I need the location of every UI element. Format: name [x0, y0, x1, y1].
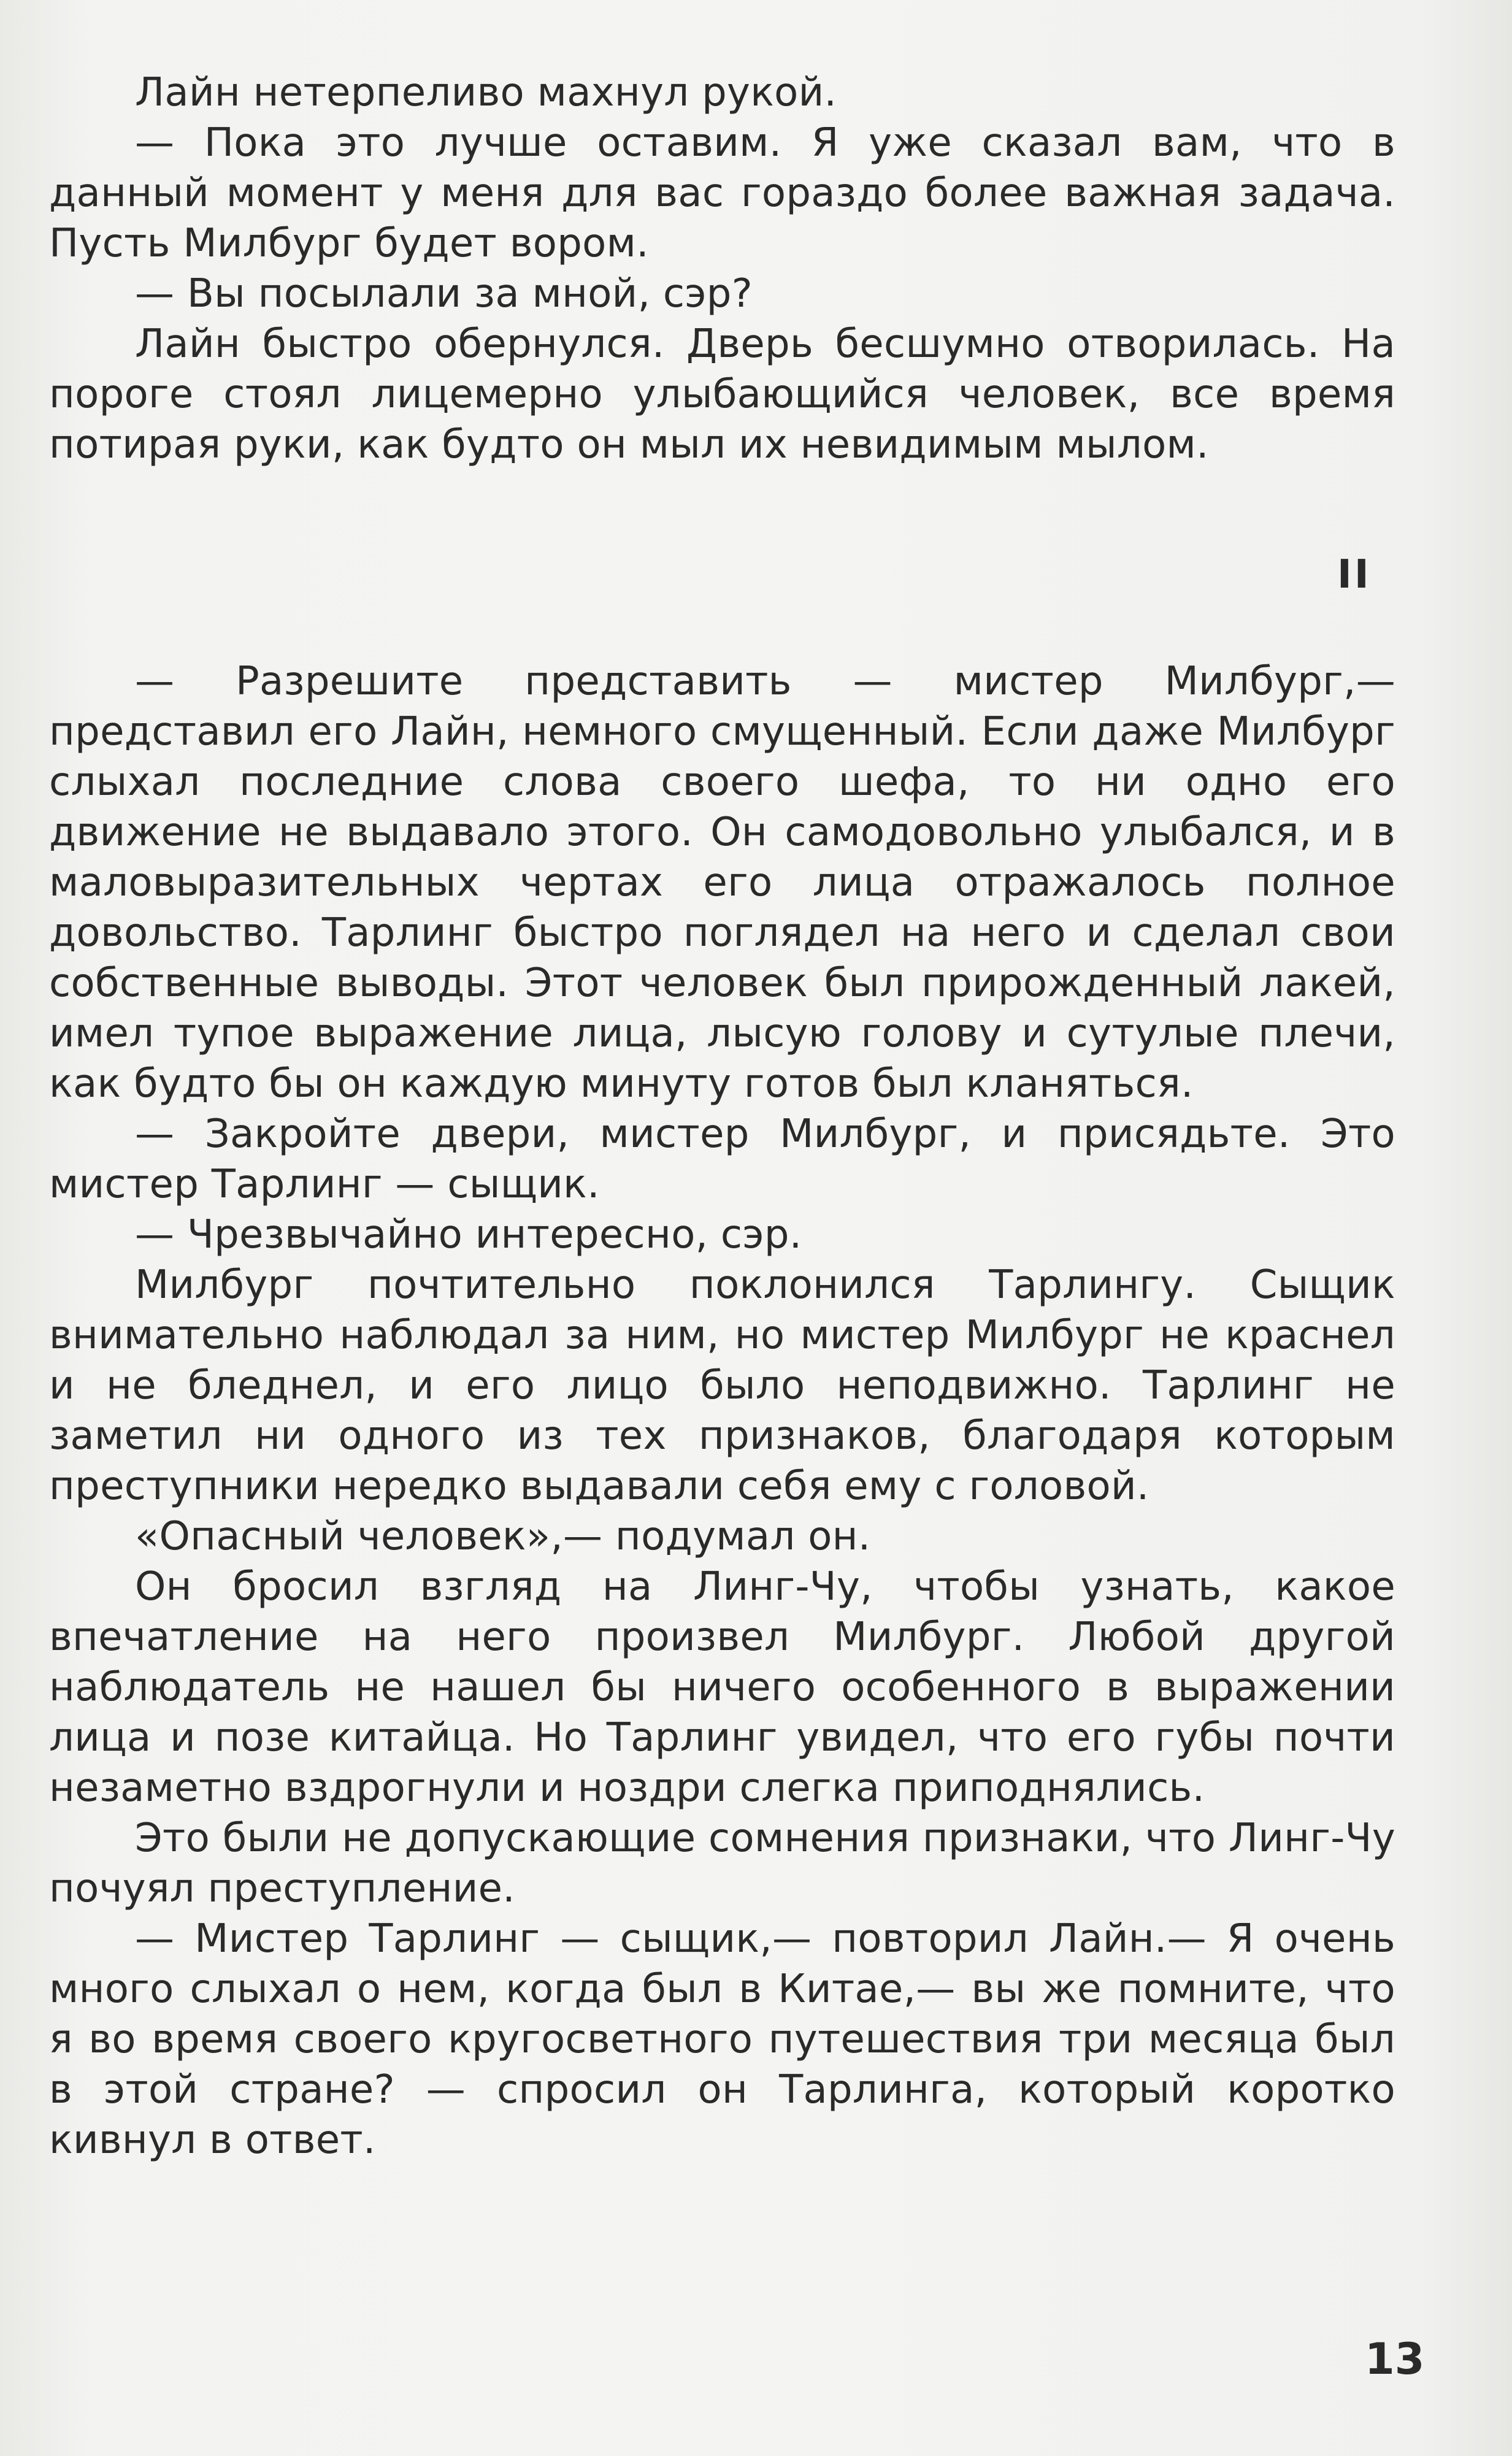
paragraph: — Пока это лучше оставим. Я уже сказал вам, что в данный момент у меня для вас гораздо более важная задача. Пусть Милбург будет вором. — [49, 120, 1395, 266]
paragraph: Лайн нетерпеливо махнул рукой. — [135, 70, 837, 115]
paragraph: — Разрешите представить — мистер Милбург,— представил его Лайн, немного смущенный. Если даже Милбург слыхал последние слова своего шефа, то ни одно его движение не выдавало этого. Он самодовольно улыбался, и в маловыразительных чертах его лица отражалось полное довольство. Тарлинг быстро поглядел на него и сделал свои собственные выводы. Этот человек был прирожденный лакей, имел тупое выражение лица, лысую голову и сутулые плечи, как будто бы он каждую минуту готов был кланяться. — [49, 659, 1395, 1107]
paragraph: Он бросил взгляд на Линг-Чу, чтобы узнать, какое впечатление на него произвел Милбург. Любой другой наблюдатель не нашел бы ничего особенного в выражении лица и позе китайца. Но Тарлинг увидел, что его губы почти незаметно вздрогнули и ноздри слегка приподнялись. — [49, 1564, 1395, 1811]
paragraph: — Вы посылали за мной, сэр? — [135, 271, 753, 317]
paragraph: — Чрезвычайно интересно, сэр. — [135, 1212, 802, 1257]
section-number: II — [1337, 552, 1372, 597]
text-block-top — [49, 67, 1395, 470]
text-block-main — [49, 656, 1395, 2165]
paragraph: Лайн быстро обернулся. Дверь бесшумно отворилась. На пороге стоял лицемерно улыбающийся человек, все время потирая руки, как будто он мыл их невидимым мылом. — [49, 321, 1395, 467]
paragraph: Милбург почтительно поклонился Тарлингу. Сыщик внимательно наблюдал за ним, но мистер Милбург не краснел и не бледнел, и его лицо было неподвижно. Тарлинг не заметил ни одного из тех признаков, благодаря которым преступники нередко выдавали себя ему с головой. — [49, 1262, 1395, 1509]
paragraph: — Мистер Тарлинг — сыщик,— повторил Лайн.— Я очень много слыхал о нем, когда был в Китае,— вы же помните, что я во время своего кругосветного путешествия три месяца был в этой стране? — спросил он Тарлинга, который коротко кивнул в ответ. — [49, 1916, 1395, 2163]
paragraph: Это были не допускающие сомнения признаки, что Линг-Чу почуял преступление. — [49, 1816, 1395, 1911]
paragraph: «Опасный человек»,— подумал он. — [135, 1514, 871, 1559]
page-number: 13 — [1365, 2334, 1425, 2384]
paragraph: — Закройте двери, мистер Милбург, и присядьте. Это мистер Тарлинг — сыщик. — [49, 1111, 1395, 1207]
